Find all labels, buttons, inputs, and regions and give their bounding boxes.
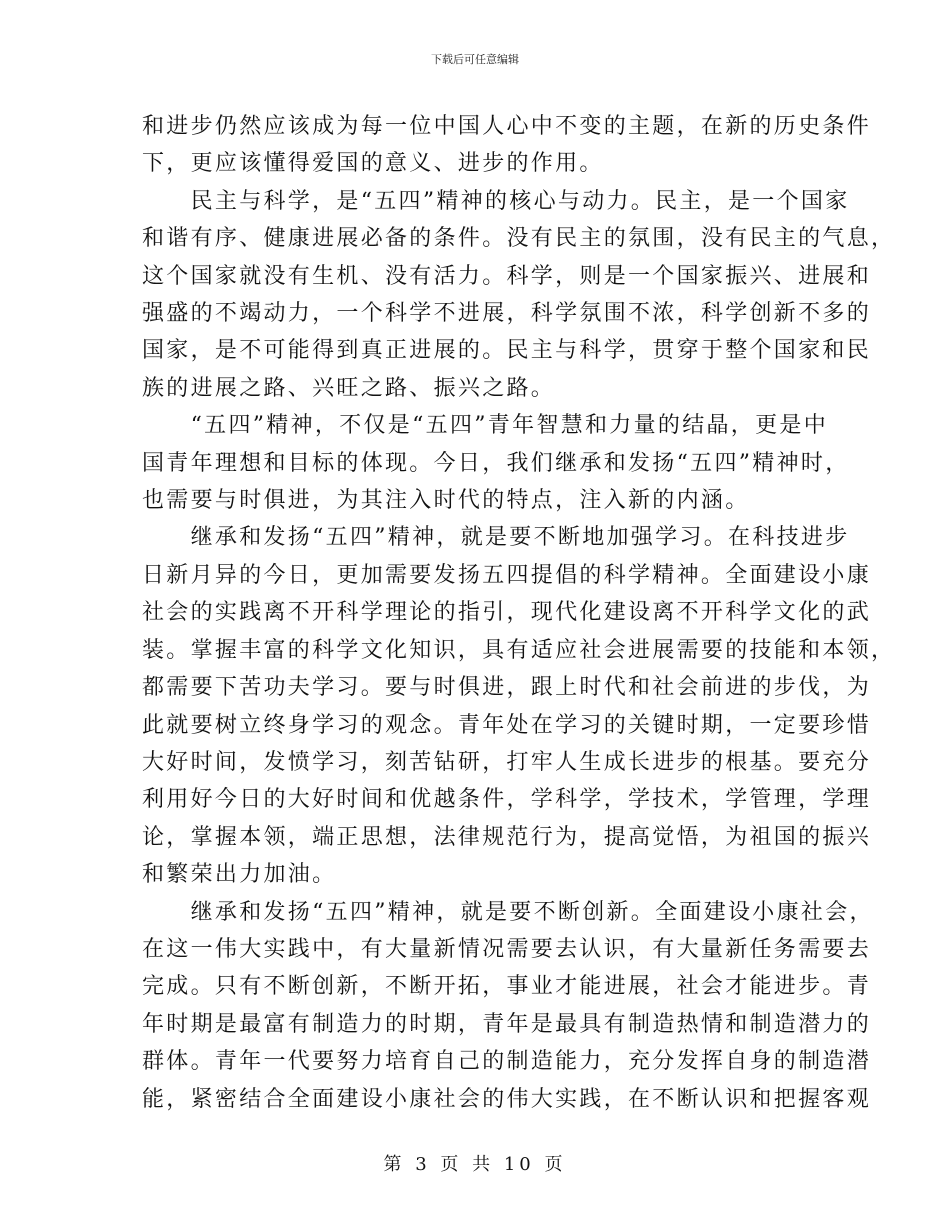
- text-line: 强盛的不竭动力，一个科学不进展，科学氛围不浓，科学创新不多的: [142, 301, 872, 327]
- document-body: [142, 108, 896, 1118]
- text-line: 族的进展之路、兴旺之路、振兴之路。: [142, 375, 556, 401]
- text-line: 在这一伟大实践中，有大量新情况需要去认识，有大量新任务需要去: [142, 936, 872, 962]
- text-line: 这个国家就没有生机、没有活力。科学，则是一个国家振兴、进展和: [142, 263, 872, 289]
- text-line: 都需要下苦功夫学习。要与时俱进，跟上时代和社会前进的步伐，为: [142, 675, 872, 701]
- paragraph-4: [142, 519, 896, 893]
- text-line: 完成。只有不断创新，不断开拓，事业才能进展，社会才能进步。青: [142, 974, 872, 1000]
- text-line: 社会的实践离不开科学理论的指引，现代化建设离不开科学文化的武: [142, 600, 872, 626]
- text-line: 下，更应该懂得爱国的意义、进步的作用。: [142, 151, 604, 177]
- paragraph-3: [142, 407, 850, 519]
- text-line: 继承和发扬“五四”精神，就是要不断创新。全面建设小康社会，: [142, 899, 874, 925]
- text-line: 和进步仍然应该成为每一位中国人心中不变的主题，在新的历史条件: [142, 114, 872, 139]
- text-line: 论，掌握本领，端正思想，法律规范行为，提高觉悟，为祖国的振兴: [142, 824, 872, 850]
- text-line: 和谐有序、健康进展必备的条件。没有民主的氛围，没有民主的气息，: [142, 226, 896, 252]
- paragraph-1: [142, 108, 872, 183]
- text-line: 日新月异的今日，更加需要发扬五四提倡的科学精神。全面建设小康: [142, 562, 872, 588]
- text-line: 能，紧密结合全面建设小康社会的伟大实践，在不断认识和把握客观: [142, 1086, 872, 1112]
- page-header: 下载后可任意编辑: [431, 53, 519, 66]
- paragraph-2: [142, 183, 896, 407]
- text-line: 此就要树立终身学习的观念。青年处在学习的关键时期，一定要珍惜: [142, 712, 872, 738]
- text-line: 和繁荣出力加油。: [142, 862, 337, 888]
- text-line: 继承和发扬“五四”精神，就是要不断地加强学习。在科技进步: [142, 525, 850, 551]
- page-footer: 第 3 页 共 10 页: [383, 1154, 567, 1175]
- text-line: 也需要与时俱进，为其注入时代的特点，注入新的内涵。: [142, 488, 750, 514]
- text-line: 大好时间，发愤学习，刻苦钻研，打牢人生成长进步的根基。要充分: [142, 749, 872, 775]
- text-line: 群体。青年一代要努力培育自己的制造能力，充分发挥自身的制造潜: [142, 1049, 872, 1075]
- paragraph-5: [142, 894, 874, 1118]
- text-line: 装。掌握丰富的科学文化知识，具有适应社会进展需要的技能和本领，: [142, 637, 896, 663]
- text-line: “五四”精神，不仅是“五四”青年智慧和力量的结晶，更是中: [142, 413, 828, 439]
- text-line: 利用好今日的大好时间和优越条件，学科学，学技术，学管理，学理: [142, 787, 872, 813]
- text-line: 民主与科学，是“五四”精神的核心与动力。民主，是一个国家: [142, 188, 850, 214]
- text-line: 国家，是不可能得到真正进展的。民主与科学，贯穿于整个国家和民: [142, 338, 872, 364]
- text-line: 年时期是最富有制造力的时期，青年是最具有制造热情和制造潜力的: [142, 1011, 872, 1037]
- text-line: 国青年理想和目标的体现。今日，我们继承和发扬“五四”精神时，: [142, 450, 850, 476]
